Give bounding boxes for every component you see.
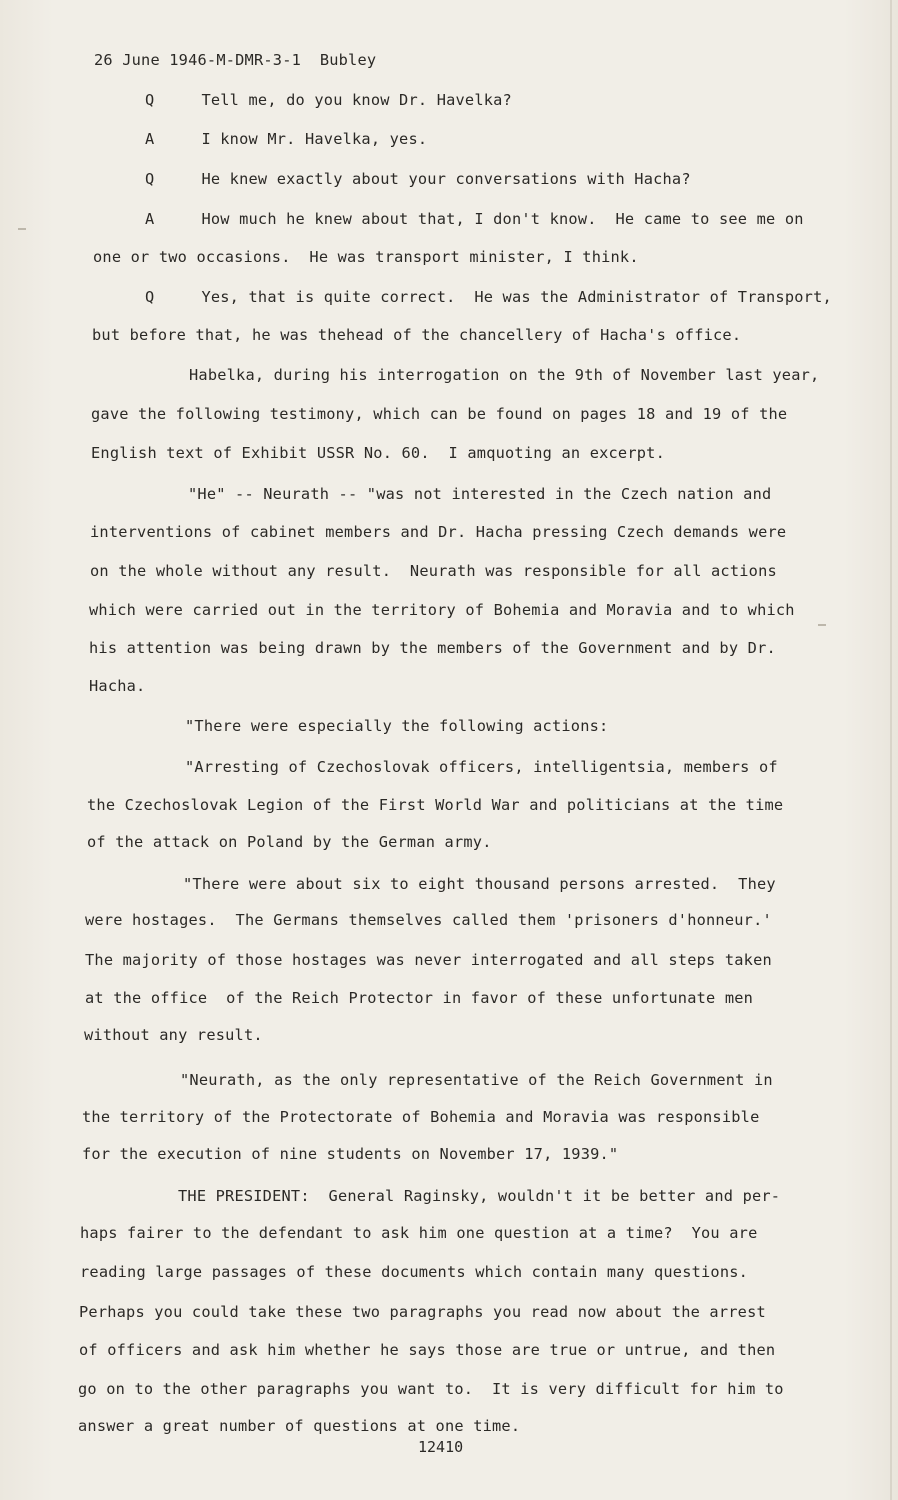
text-line: which were carried out in the territory of Bohemia and Moravia and to which bbox=[89, 601, 795, 619]
text-line: at the office of the Reich Protector in favor of these unfortunate men bbox=[85, 989, 754, 1007]
text-line: A How much he knew about that, I don't know. He came to see me on bbox=[145, 210, 804, 228]
text-line: the territory of the Protectorate of Bohemia and Moravia was responsible bbox=[82, 1108, 760, 1126]
text-line: THE PRESIDENT: General Raginsky, wouldn't it be better and per- bbox=[178, 1187, 781, 1205]
page-number: 12410 bbox=[418, 1438, 464, 1456]
text-line: haps fairer to the defendant to ask him one question at a time? You are bbox=[80, 1224, 758, 1242]
text-line: reading large passages of these documents which contain many questions. bbox=[80, 1263, 749, 1281]
text-line: "There were especially the following actions: bbox=[185, 717, 609, 735]
text-line: Perhaps you could take these two paragraphs you read now about the arrest bbox=[79, 1303, 766, 1321]
text-line: gave the following testimony, which can be found on pages 18 and 19 of the bbox=[91, 405, 788, 423]
text-line: Habelka, during his interrogation on the 9th of November last year, bbox=[189, 366, 820, 384]
text-line: of the attack on Poland by the German army. bbox=[87, 833, 492, 851]
margin-mark bbox=[18, 228, 26, 230]
text-line: "There were about six to eight thousand persons arrested. They bbox=[183, 875, 776, 893]
text-line: go on to the other paragraphs you want to. It is very difficult for him to bbox=[78, 1380, 784, 1398]
text-line: "Arresting of Czechoslovak officers, intelligentsia, members of bbox=[185, 758, 778, 776]
text-line: one or two occasions. He was transport minister, I think. bbox=[93, 248, 639, 266]
text-line: of officers and ask him whether he says those are true or untrue, and then bbox=[79, 1341, 776, 1359]
text-line: without any result. bbox=[84, 1026, 263, 1044]
text-line: English text of Exhibit USSR No. 60. I amquoting an excerpt. bbox=[91, 444, 665, 462]
document-header: 26 June 1946-M-DMR-3-1 Bubley bbox=[94, 51, 377, 69]
text-line: Q Yes, that is quite correct. He was the Administrator of Transport, bbox=[145, 288, 832, 306]
text-line: his attention was being drawn by the members of the Government and by Dr. bbox=[89, 639, 776, 657]
text-line: on the whole without any result. Neurath was responsible for all actions bbox=[90, 562, 777, 580]
text-line: Q Tell me, do you know Dr. Havelka? bbox=[145, 91, 512, 109]
text-line: but before that, he was thehead of the chancellery of Hacha's office. bbox=[92, 326, 742, 344]
text-line: answer a great number of questions at one time. bbox=[78, 1417, 521, 1435]
text-line: "Neurath, as the only representative of the Reich Government in bbox=[180, 1071, 773, 1089]
text-line: Q He knew exactly about your conversations with Hacha? bbox=[145, 170, 691, 188]
text-line: A I know Mr. Havelka, yes. bbox=[145, 130, 428, 148]
page-edge bbox=[890, 0, 892, 1500]
text-line: the Czechoslovak Legion of the First World War and politicians at the time bbox=[87, 796, 784, 814]
text-line: interventions of cabinet members and Dr. Hacha pressing Czech demands were bbox=[90, 523, 787, 541]
text-line: for the execution of nine students on November 17, 1939." bbox=[82, 1145, 619, 1163]
text-line: were hostages. The Germans themselves called them 'prisoners d'honneur.' bbox=[85, 911, 772, 929]
text-line: "He" -- Neurath -- "was not interested in the Czech nation and bbox=[188, 485, 772, 503]
text-line: The majority of those hostages was never interrogated and all steps taken bbox=[85, 951, 772, 969]
margin-mark bbox=[818, 624, 826, 626]
text-line: Hacha. bbox=[89, 677, 146, 695]
